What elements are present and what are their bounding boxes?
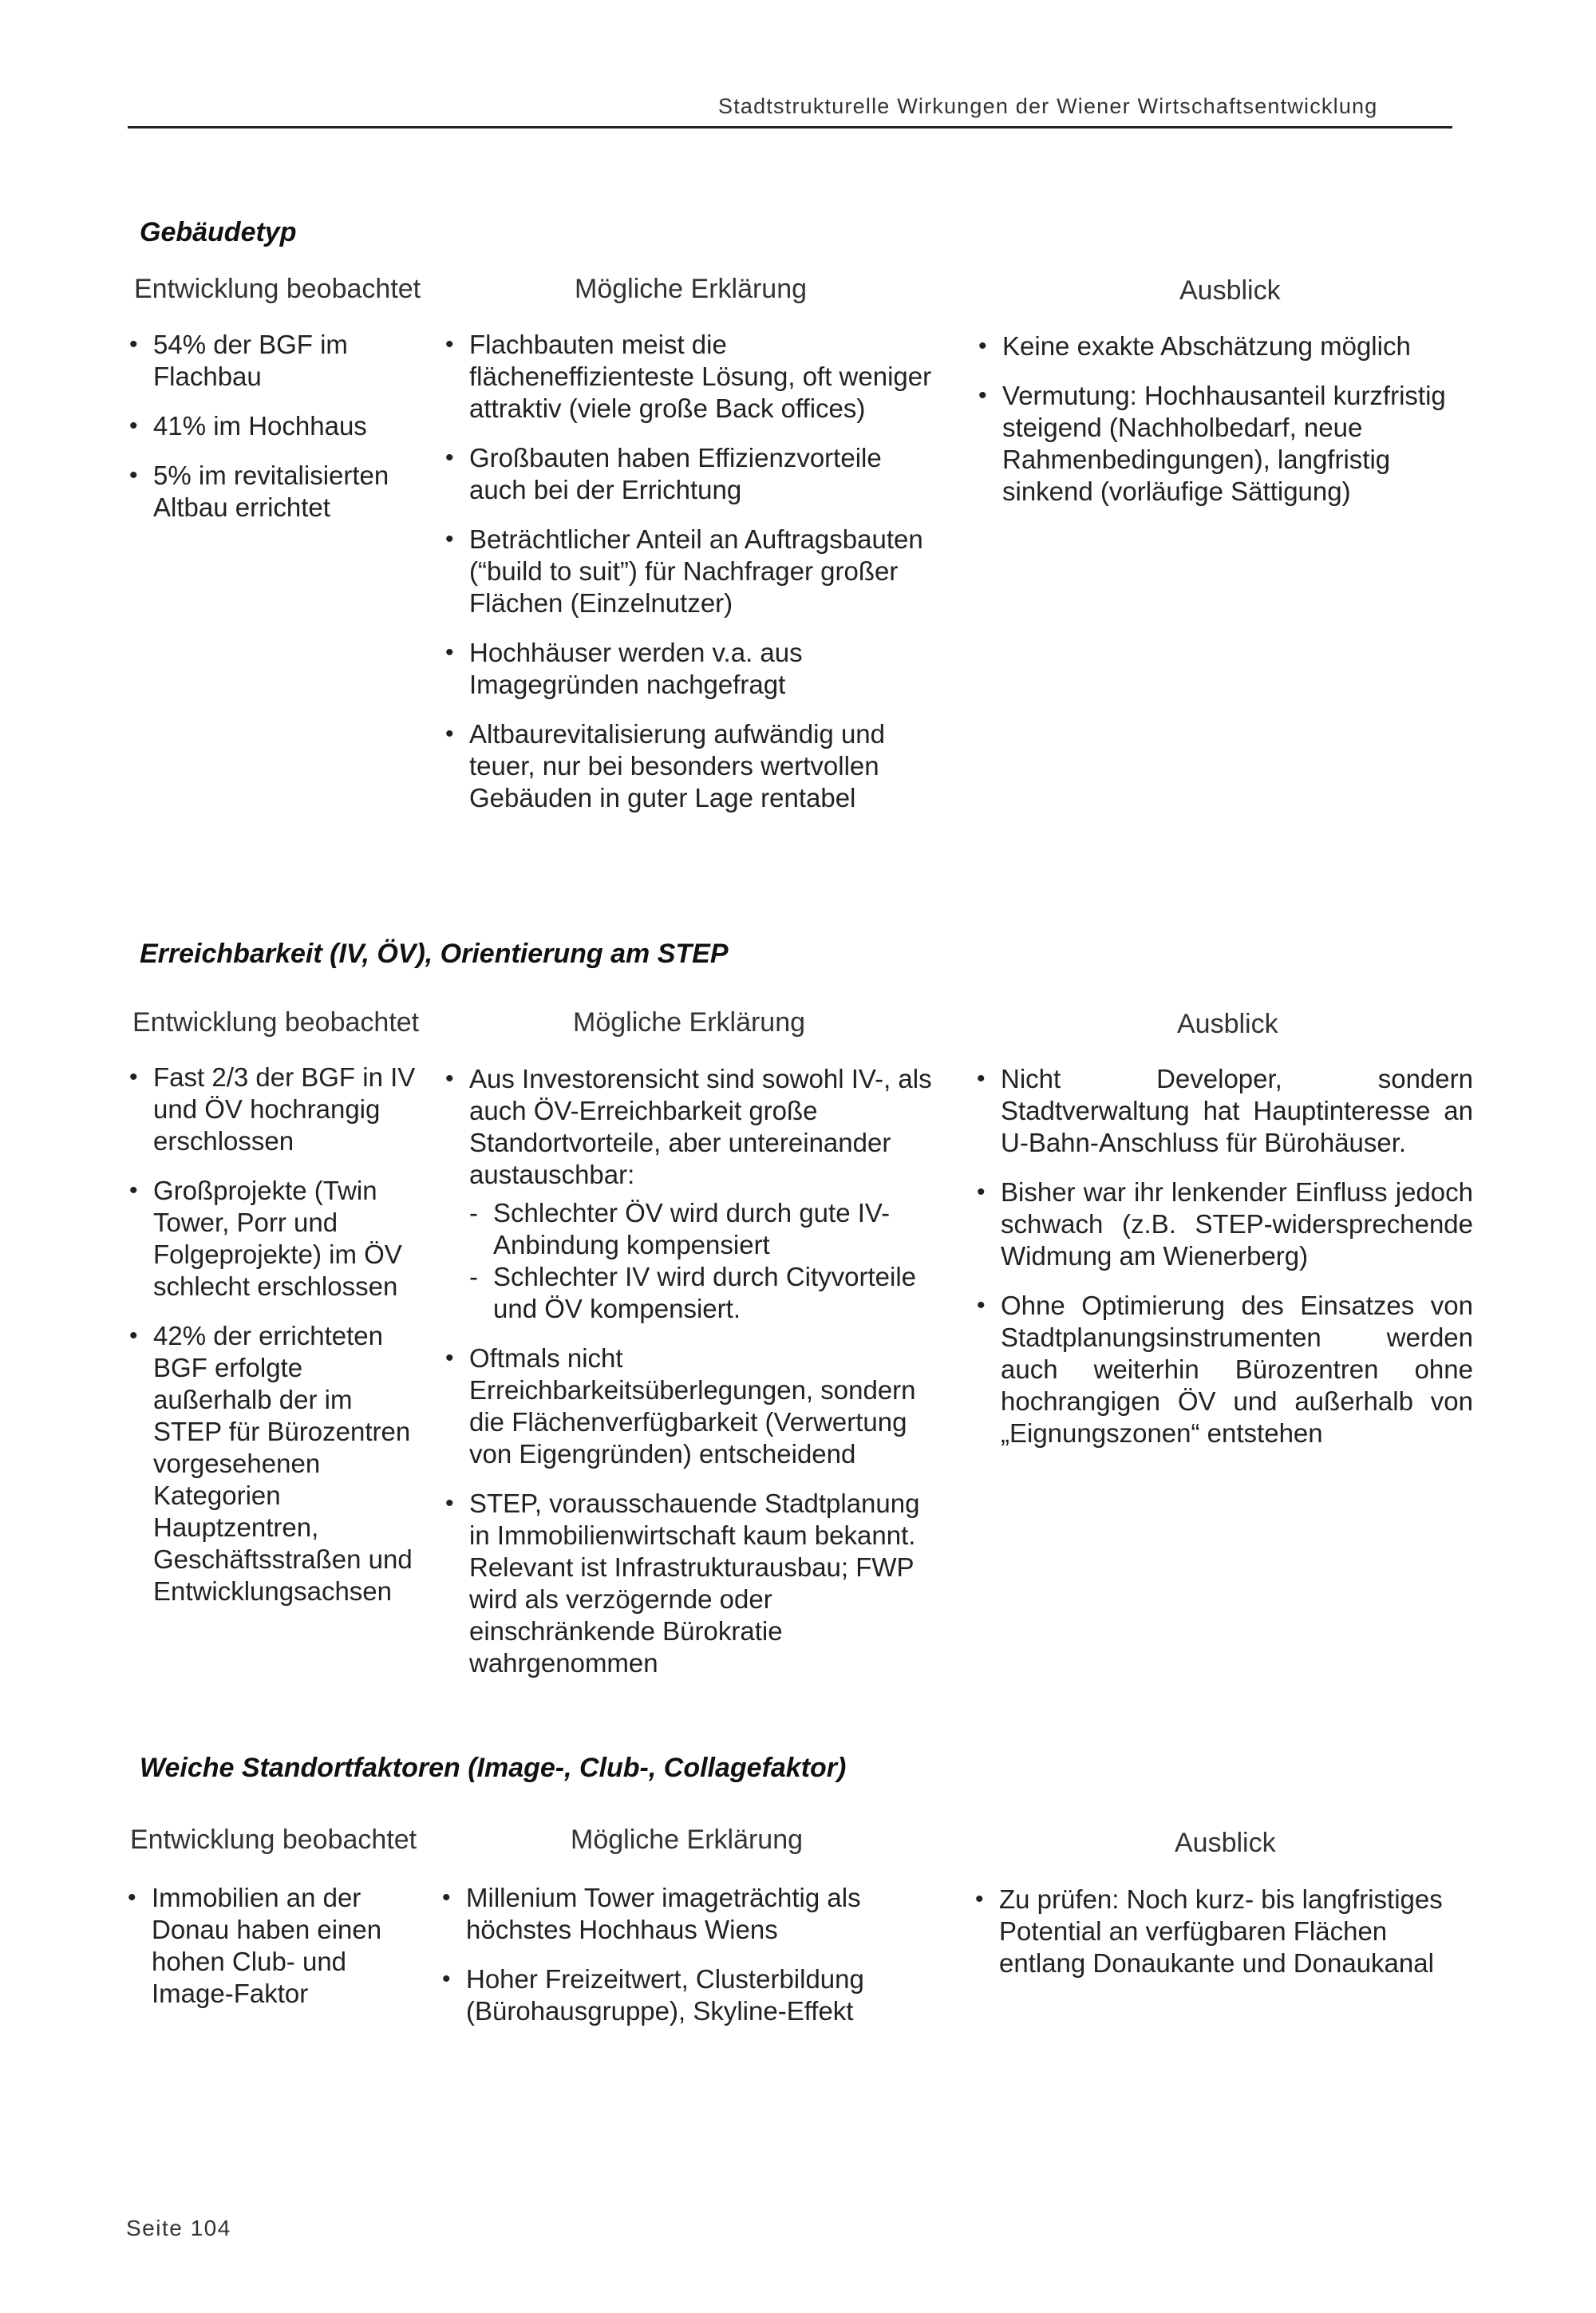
list-item-text: Aus Investorensicht sind sowohl IV-, als auch ÖV-Erreichbarkeit große Standortvorteile, aber untereinander austauschbar:	[469, 1064, 932, 1189]
observed-list	[129, 1062, 417, 1625]
page-number: Seite 104	[126, 2216, 231, 2240]
explanation-list	[445, 329, 944, 832]
observed-list	[128, 1882, 415, 2027]
col-head-observed: Entwicklung beobachtet	[130, 1825, 417, 1855]
list-item: • 41% im Hochhaus	[129, 410, 425, 442]
col-head-outlook: Ausblick	[1179, 275, 1281, 306]
outlook-list	[975, 1884, 1454, 1997]
section-title-erreichbarkeit: Erreichbarkeit (IV, ÖV), Orientierung am STEP	[140, 939, 729, 969]
running-header: Stadtstrukturelle Wirkungen der Wiener Wirtschaftsentwicklung	[718, 94, 1378, 118]
list-item: • Bisher war ihr lenkender Einfluss jedoch schwach (z.B. STEP-widersprechende Widmung am Wienerberg)	[977, 1176, 1473, 1272]
list-item: • 5% im revitalisierten Altbau errichtet	[129, 460, 425, 524]
col-head-explanation: Mögliche Erklärung	[573, 1007, 806, 1038]
list-item: • Flachbauten meist die flächeneffizienteste Lösung, oft weniger attraktiv (viele große Back offices)	[445, 329, 944, 425]
list-item: • Hochhäuser werden v.a. aus Imagegründen nachgefragt	[445, 637, 944, 701]
list-item: • Ohne Optimierung des Einsatzes von Stadtplanungsinstrumenten werden auch weiterhin Bürozentren ohne hochrangigen ÖV und außerhalb von „Eignungszonen“ entstehen	[977, 1290, 1473, 1449]
outlook-list	[978, 330, 1457, 525]
section-title-gebaeudetyp: Gebäudetyp	[140, 217, 297, 247]
list-item: • 54% der BGF im Flachbau	[129, 329, 425, 393]
explanation-list	[445, 1063, 940, 1697]
list-item: • Großprojekte (Twin Tower, Porr und Folgeprojekte) im ÖV schlecht erschlossen	[129, 1175, 417, 1303]
list-item: • Immobilien an der Donau haben einen hohen Club- und Image-Faktor	[128, 1882, 415, 2010]
section-title-weiche-standortfaktoren: Weiche Standortfaktoren (Image-, Club-, Collagefaktor)	[140, 1753, 847, 1783]
col-head-explanation: Mögliche Erklärung	[575, 274, 808, 304]
col-head-observed: Entwicklung beobachtet	[134, 274, 421, 304]
explanation-list	[442, 1882, 937, 2045]
list-item: • Altbaurevitalisierung aufwändig und teuer, nur bei besonders wertvollen Gebäuden in guter Lage rentabel	[445, 718, 944, 814]
list-item: • Keine exakte Abschätzung möglich	[978, 330, 1457, 362]
list-item: • STEP, vorausschauende Stadtplanung in Immobilienwirtschaft kaum bekannt. Relevant ist Infrastrukturausbau; FWP wird als verzögernde oder einschränkende Bürokratie wahrgenommen	[445, 1488, 940, 1679]
sub-list-item: - Schlechter ÖV wird durch gute IV-Anbindung kompensiert	[469, 1197, 940, 1261]
list-item	[445, 1063, 940, 1325]
sub-list	[469, 1197, 940, 1325]
list-item: • Nicht Developer, sondern Stadtverwaltung hat Hauptinteresse an U-Bahn-Anschluss für Bürohäuser.	[977, 1063, 1473, 1159]
col-head-outlook: Ausblick	[1177, 1009, 1278, 1039]
list-item: • Hoher Freizeitwert, Clusterbildung (Bürohausgruppe), Skyline-Effekt	[442, 1963, 937, 2027]
list-item: • Großbauten haben Effizienzvorteile auch bei der Errichtung	[445, 442, 944, 506]
list-item: • Zu prüfen: Noch kurz- bis langfristiges Potential an verfügbaren Flächen entlang Donaukante und Donaukanal	[975, 1884, 1454, 1979]
sub-list-item: - Schlechter IV wird durch Cityvorteile und ÖV kompensiert.	[469, 1261, 940, 1325]
col-head-explanation: Mögliche Erklärung	[571, 1825, 804, 1855]
outlook-list	[977, 1063, 1473, 1467]
list-item: • Beträchtlicher Anteil an Auftragsbauten (“build to suit”) für Nachfrager großer Flächen (Einzelnutzer)	[445, 524, 944, 619]
observed-list	[129, 329, 425, 541]
list-item: • Vermutung: Hochhausanteil kurzfristig steigend (Nachholbedarf, neue Rahmenbedingungen), langfristig sinkend (vorläufige Sättigung)	[978, 380, 1457, 508]
list-item: • Oftmals nicht Erreichbarkeitsüberlegungen, sondern die Flächenverfügbarkeit (Verwertung von Eigengründen) entscheidend	[445, 1342, 940, 1470]
list-item: • 42% der errichteten BGF erfolgte außerhalb der im STEP für Bürozentren vorgesehenen Kategorien Hauptzentren, Geschäftsstraßen und Entwicklungsachsen	[129, 1320, 417, 1607]
list-item: • Fast 2/3 der BGF in IV und ÖV hochrangig erschlossen	[129, 1062, 417, 1157]
col-head-outlook: Ausblick	[1175, 1828, 1276, 1858]
list-item: • Millenium Tower imageträchtig als höchstes Hochhaus Wiens	[442, 1882, 937, 1946]
header-rule	[128, 126, 1452, 128]
col-head-observed: Entwicklung beobachtet	[132, 1007, 420, 1038]
